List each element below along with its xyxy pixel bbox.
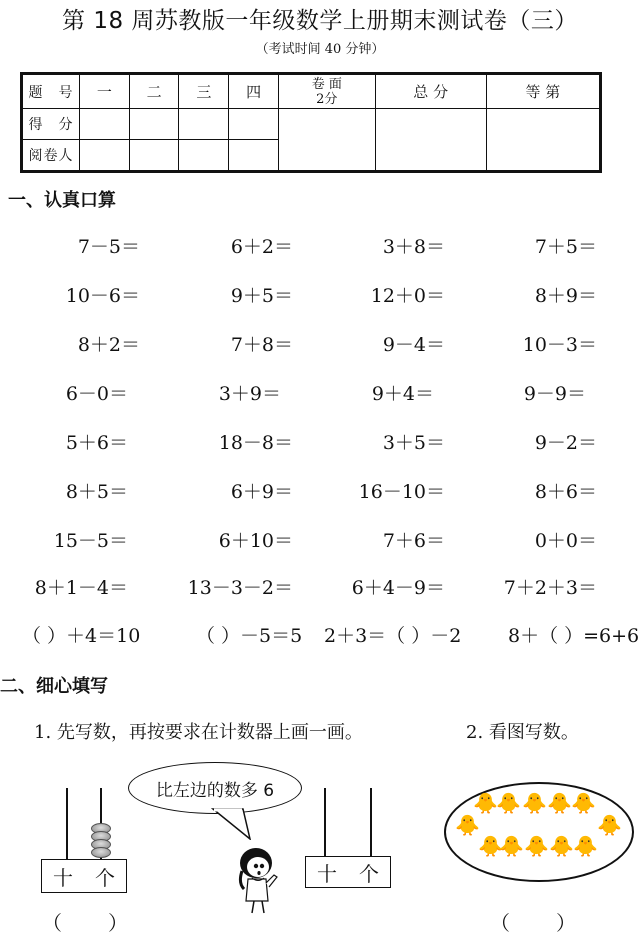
problem: 8＋2＝	[77, 334, 140, 356]
grader-cell[interactable]	[229, 140, 279, 172]
score-cell[interactable]	[229, 109, 279, 140]
duck-icon: 🐥	[478, 834, 503, 858]
answer-blank-1[interactable]	[58, 906, 106, 930]
problem: 0＋0＝	[534, 530, 597, 552]
col-header-2: 二	[129, 74, 179, 109]
problem: 9－2＝	[534, 432, 597, 454]
problem: 7－5＝	[77, 236, 140, 258]
problem: 7＋6＝	[382, 530, 445, 552]
col-header-grade: 等 第	[486, 74, 600, 109]
duck-icon: 🐥	[496, 791, 521, 815]
col-header-total: 总 分	[375, 74, 486, 109]
problem: 6－0＝	[65, 383, 128, 405]
problem: 6＋9＝	[230, 481, 293, 503]
row-label-question-no: 题 号	[22, 74, 80, 109]
fill-blank-problem[interactable]: （ ）－5＝5	[196, 625, 303, 647]
col-header-neatness	[278, 74, 375, 109]
problem: 9＋4＝	[371, 383, 434, 405]
answer-paren-close: ）	[108, 911, 128, 935]
problem: 7＋2＋3＝	[503, 577, 597, 599]
counter-base	[41, 859, 127, 893]
answer-paren-open: （	[490, 911, 510, 935]
ones-rod	[370, 788, 372, 856]
col-header-3: 三	[179, 74, 229, 109]
problem: 15－5＝	[53, 530, 128, 552]
score-cell[interactable]	[129, 109, 179, 140]
fill-blank-problem[interactable]: 2＋3＝（ ）－2	[324, 625, 462, 647]
problem: 8＋5＝	[65, 481, 128, 503]
grader-cell[interactable]	[80, 140, 130, 172]
problem: 16－10＝	[358, 481, 445, 503]
neatness-line1: 卷 面	[311, 76, 342, 92]
col-header-1: 一	[80, 74, 130, 109]
duck-icon: 🐥	[571, 791, 596, 815]
problem: 6＋10＝	[218, 530, 293, 552]
ones-label: 个	[359, 861, 379, 886]
exam-duration: （考试时间 40 分钟）	[255, 42, 385, 57]
neatness-line2: 2分	[316, 91, 338, 107]
duck-icon: 🐥	[499, 834, 524, 858]
section2-heading: 二、细心填写	[0, 676, 108, 697]
col-header-4: 四	[229, 74, 279, 109]
problem: 10－6＝	[65, 285, 140, 307]
problem: 18－8＝	[218, 432, 293, 454]
answer-blank-2[interactable]	[506, 906, 554, 930]
problem: 6＋2＝	[230, 236, 293, 258]
problem: 7＋8＝	[230, 334, 293, 356]
tens-rod	[324, 788, 326, 856]
score-cell[interactable]	[80, 109, 130, 140]
page-title: 第 18 周苏教版一年级数学上册期末测试卷（三）	[62, 8, 578, 34]
counter-base[interactable]	[305, 856, 391, 888]
answer-paren-close: ）	[556, 911, 576, 935]
speech-bubble: 比左边的数多 6	[128, 762, 302, 814]
grader-cell[interactable]	[129, 140, 179, 172]
tens-label: 十	[53, 865, 73, 890]
duck-icon: 🐥	[524, 834, 549, 858]
row-label-score: 得 分	[22, 109, 80, 140]
problem: 7＋5＝	[534, 236, 597, 258]
problem: 3＋9＝	[218, 383, 281, 405]
neatness-score-cell[interactable]	[278, 109, 375, 172]
speech-bubble-tail	[205, 808, 255, 840]
problem: 6＋4－9＝	[351, 577, 445, 599]
total-score-cell[interactable]	[375, 109, 486, 172]
problem: 9－4＝	[382, 334, 445, 356]
duck-icon: 🐥	[597, 813, 622, 837]
girl-illustration-icon	[232, 845, 284, 915]
question-1-text: 1. 先写数，再按要求在计数器上画一画。	[34, 722, 363, 743]
answer-paren-open: （	[42, 911, 62, 935]
score-cell[interactable]	[179, 109, 229, 140]
problem: 13－3－2＝	[187, 577, 293, 599]
problem: 8＋6＝	[534, 481, 597, 503]
duck-icon: 🐥	[549, 834, 574, 858]
ones-label: 个	[95, 865, 115, 890]
problem: 8＋9＝	[534, 285, 597, 307]
problem: 8＋1－4＝	[34, 577, 128, 599]
fill-blank-problem[interactable]: 8＋（ ）=6+6	[508, 625, 640, 647]
problem: 12＋0＝	[370, 285, 445, 307]
duck-icon: 🐥	[522, 791, 547, 815]
problem: 3＋8＝	[382, 236, 445, 258]
row-label-grader: 阅卷人	[22, 140, 80, 172]
section1-heading: 一、认真口算	[8, 190, 116, 211]
grade-cell[interactable]	[486, 109, 600, 172]
grader-cell[interactable]	[179, 140, 229, 172]
duck-icon: 🐥	[455, 813, 480, 837]
score-table	[20, 72, 602, 173]
duck-icon: 🐥	[573, 834, 598, 858]
question-2-text: 2. 看图写数。	[466, 722, 579, 743]
duck-icon: 🐥	[473, 791, 498, 815]
problem: 3＋5＝	[382, 432, 445, 454]
problem: 9－9＝	[523, 383, 586, 405]
tens-rod	[66, 788, 68, 860]
fill-blank-problem[interactable]: （ ）＋4＝10	[22, 625, 141, 647]
problem: 5＋6＝	[65, 432, 128, 454]
problem: 9＋5＝	[230, 285, 293, 307]
tens-label: 十	[317, 861, 337, 886]
duck-icon: 🐥	[547, 791, 572, 815]
problem: 10－3＝	[522, 334, 597, 356]
bead	[91, 847, 111, 858]
